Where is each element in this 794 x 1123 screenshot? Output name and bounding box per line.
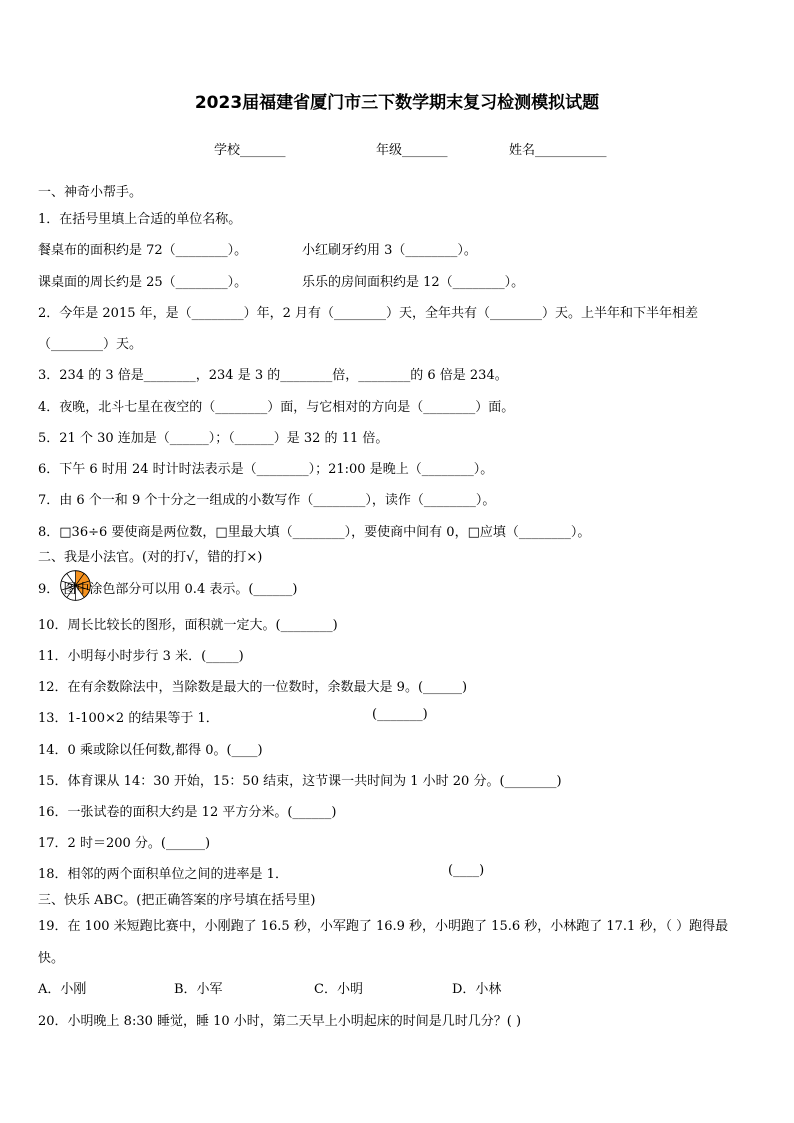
question-11: 11．小明每小时步行 3 米．(_____) [38,649,244,664]
question-19-cont: 快。 [38,951,65,966]
section-3-heading: 三、快乐 ABC。(把正确答案的序号填在括号里) [38,893,316,908]
question-14: 14．0 乘或除以任何数,都得 0。(____) [38,743,263,758]
section-2-heading: 二、我是小法官。(对的打√，错的打×) [38,550,263,565]
option-a: A．小刚 [38,982,87,997]
question-10: 10．周长比较长的图形，面积就一定大。(________) [38,618,338,633]
name-field: 姓名___________ [509,143,607,158]
section-1-heading: 一、神奇小帮手。 [38,185,143,200]
question-17: 17．2 时＝200 分。(______) [38,836,211,851]
question-1-d: 乐乐的房间面积约是 12（________）。 [302,275,525,290]
question-7: 7．由 6 个一和 9 个十分之一组成的小数写作（________），读作（________）。 [38,493,496,508]
question-6: 6．下午 6 时用 24 时计时法表示是（________）；21:00 是晚上（________）。 [38,462,494,477]
question-16: 16．一张试卷的面积大约是 12 平方分米。(______) [38,805,337,820]
question-13: 13．1-100×2 的结果等于 1． [38,711,219,726]
question-15: 15．体育课从 14：30 开始，15：50 结束，这节课一共时间为 1 小时 20 分。(________) [38,774,562,789]
question-19: 19．在 100 米短跑比赛中，小刚跑了 16.5 秒，小军跑了 16.9 秒，小明跑了 15.6 秒，小林跑了 17.1 秒，（ ）跑得最 [38,919,729,934]
grade-field: 年级_______ [376,143,448,158]
question-1-a: 餐桌布的面积约是 72（________）。 [38,243,248,258]
question-2-cont: （________）天。 [38,337,143,352]
option-d: D．小林 [452,982,502,997]
question-20: 20．小明晚上 8:30 睡觉，睡 10 小时，第二天早上小明起床的时间是几时几分？( ) [38,1014,522,1029]
question-13-answer: (_______) [372,707,428,722]
question-2: 2．今年是 2015 年，是（________）年，2 月有（________）天，全年共有（________）天。上半年和下半年相差 [38,306,699,321]
question-12: 12．在有余数除法中，当除数是最大的一位数时，余数最大是 9。(______) [38,680,468,695]
page-title: 2023届福建省厦门市三下数学期末复习检测模拟试题 [194,93,600,113]
question-9: 9． 图中涂色部分可以用 0.4 表示。(______) [38,582,298,597]
question-1-c: 课桌面的周长约是 25（________）。 [38,275,248,290]
question-18-answer: (____) [448,863,485,878]
school-field: 学校_______ [214,143,286,158]
question-1: 1．在括号里填上合适的单位名称。 [38,212,242,227]
question-8: 8．□36÷6 要使商是两位数，□里最大填（________），要使商中间有 0，□应填（________）。 [38,525,591,540]
question-1-b: 小红刷牙约用 3（________）。 [302,243,477,258]
question-4: 4．夜晚，北斗七星在夜空的（________）面，与它相对的方向是（________）面。 [38,400,515,415]
question-3: 3．234 的 3 倍是________，234 是 3 的________倍，________的 6 倍是 234。 [38,368,508,383]
option-b: B．小军 [174,982,223,997]
question-5: 5．21 个 30 连加是（______）；（______）是 32 的 11 倍。 [38,431,389,446]
option-c: C．小明 [314,982,363,997]
question-18: 18．相邻的两个面积单位之间的进率是 1． [38,867,288,882]
